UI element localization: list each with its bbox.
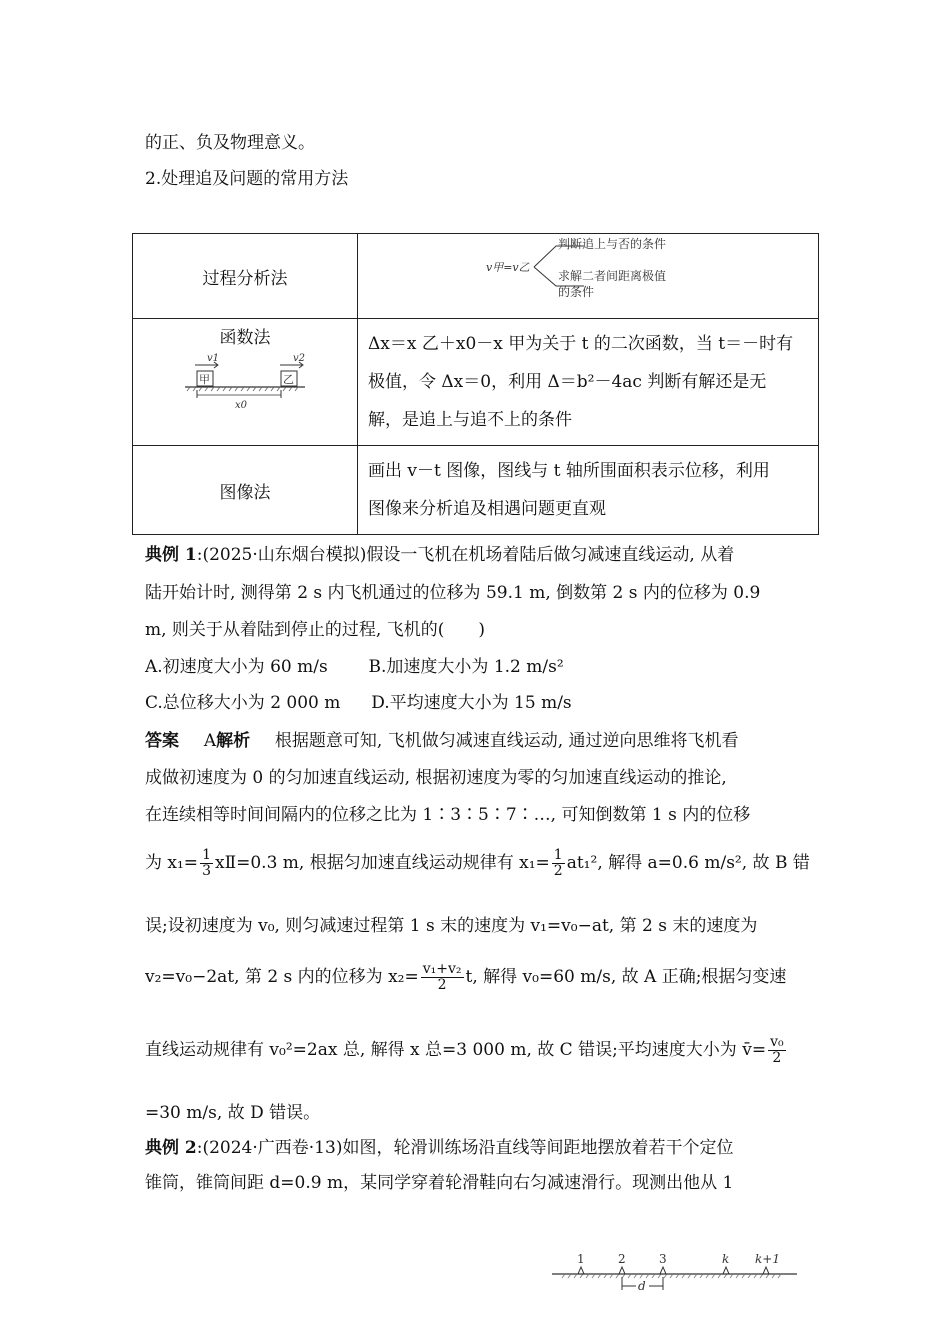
process-branch-diagram (358, 234, 818, 318)
cone-2 (618, 1252, 626, 1274)
example1-line: 陆开始计时, 测得第 2 s 内飞机通过的位移为 59.1 m, 倒数第 2 s 内的位移为 0.9 (145, 583, 761, 603)
cone-1 (577, 1252, 585, 1274)
option-c: C.总位移大小为 2 000 m (145, 693, 341, 713)
v2-label: v2 (293, 353, 305, 364)
example2-line: 锥筒，锥筒间距 d=0.9 m，某同学穿着轮滑鞋向右匀减速滑行。现测出他从 1 (145, 1173, 734, 1193)
block-a-label: 甲 (199, 373, 210, 386)
branch-top-label: 判断追上与否的条件 (558, 237, 667, 251)
function-desc-line: 解，是追上与追不上的条件 (368, 410, 572, 430)
example1-line: 典例 1:(2025·山东烟台模拟)假设一飞机在机场着陆后做匀减速直线运动, 从着 (145, 545, 735, 565)
cone-k (722, 1252, 729, 1274)
cone-label: 3 (659, 1252, 667, 1266)
graph-method-description (358, 446, 819, 535)
section-heading: 2.处理追及问题的常用方法 (145, 169, 349, 189)
answer-choice: A (203, 731, 217, 751)
equal-speed-label: v甲=v乙 (486, 261, 530, 274)
method-name-graph: 图像法 (133, 446, 358, 535)
example1-options-row (145, 652, 564, 677)
analysis-line: 成做初速度为 0 的匀加速直线运动, 根据初速度为零的匀加速直线运动的推论, (145, 768, 727, 788)
methods-table (132, 233, 819, 535)
cone-label: k (722, 1252, 730, 1266)
fraction: $\frac{1}{2}$ (553, 847, 563, 879)
analysis-line: =30 m/s, 故 D 错误。 (145, 1103, 321, 1123)
analysis-line: v₂=v₀−2at, 第 2 s 内的位移为 x₂= $\frac{\text{v₁+v₂}}{2}$ t, 解得 v₀=60 m/s, 故 A 正确;根据匀变速 (145, 961, 787, 993)
function-method-description (358, 319, 819, 446)
branch-bottom-label-2: 的条件 (558, 285, 595, 299)
option-b: B.加速度大小为 1.2 m/s² (368, 657, 564, 677)
option-a: A.初速度大小为 60 m/s (145, 657, 328, 677)
fraction: $\frac{\text{v₀}}{2}$ (770, 1034, 784, 1066)
cone-3 (659, 1252, 667, 1274)
v1-label: v1 (207, 353, 220, 364)
analysis-line: 为 x₁= $\frac{1}{3}$ xⅡ=0.3 m, 根据匀加速直线运动规律有 x₁= $\frac{1}{2}$ at₁², 解得 a=0.6 m/s², 故 B 错 (145, 847, 810, 879)
analysis-line: 误;设初速度为 v₀, 则匀减速过程第 1 s 末的速度为 v₁=v₀−at, 第 2 s 末的速度为 (145, 916, 758, 936)
example2-line: 典例 2:(2024·广西卷·13)如图，轮滑训练场沿直线等间距地摆放着若干个定位 (145, 1138, 734, 1158)
graph-desc-line: 画出 v－t 图像，图线与 t 轴所围面积表示位移，利用 (368, 461, 770, 481)
table-row (133, 319, 819, 446)
example1-options-row (145, 688, 572, 713)
graph-desc-line: 图像来分析追及相遇问题更直观 (368, 499, 606, 519)
chase-setup-figure (185, 350, 305, 412)
example2-label: 典例 2 (145, 1138, 197, 1158)
fraction: $\frac{\text{v₁+v₂}}{2}$ (422, 961, 462, 993)
option-d: D.平均速度大小为 15 m/s (371, 693, 572, 713)
answer-label: 答案 (145, 731, 179, 751)
table-row (133, 446, 819, 535)
table-row (133, 234, 819, 319)
answer-line: 答案 A解析 根据题意可知, 飞机做匀减速直线运动, 通过逆向思维将飞机看 (145, 731, 739, 751)
x0-label: x0 (235, 400, 248, 411)
intro-text: 的正、负及物理意义。 (145, 133, 315, 153)
analysis-line: 在连续相等时间间隔内的位移之比为 1∶3∶5∶7∶…, 可知倒数第 1 s 内的位移 (145, 805, 751, 825)
fraction: $\frac{1}{3}$ (202, 847, 211, 879)
example1-line: m, 则关于从着陆到停止的过程, 飞机的( ) (145, 620, 485, 640)
example1-label: 典例 1 (145, 545, 197, 565)
function-desc-line: 极值，令 Δx＝0，利用 Δ＝b²－4ac 判断有解还是无 (368, 372, 767, 392)
d-label: d (638, 1279, 646, 1293)
branch-bottom-label-1: 求解二者间距离极值 (558, 269, 667, 283)
cone-label: 2 (618, 1252, 626, 1266)
method-name-process: 过程分析法 (133, 234, 358, 319)
cone-track-figure (552, 1248, 802, 1294)
cone-label: k+1 (755, 1252, 780, 1266)
cone-k-plus-1 (755, 1252, 780, 1274)
cone-label: 1 (577, 1252, 585, 1266)
function-desc-line: Δx＝x 乙＋x0－x 甲为关于 t 的二次函数，当 t＝－时有 (368, 334, 794, 354)
method-name-function: 函数法 (219, 328, 271, 348)
analysis-label: 解析 (216, 731, 251, 751)
analysis-line: 直线运动规律有 v₀²=2ax 总, 解得 x 总=3 000 m, 故 C 错误;平均速度大小为 v̄= $\frac{\text{v₀}}{2}$ (145, 1034, 784, 1066)
block-b-label: 乙 (283, 373, 294, 386)
function-method-cell (133, 319, 358, 446)
process-diagram-cell (358, 234, 819, 319)
